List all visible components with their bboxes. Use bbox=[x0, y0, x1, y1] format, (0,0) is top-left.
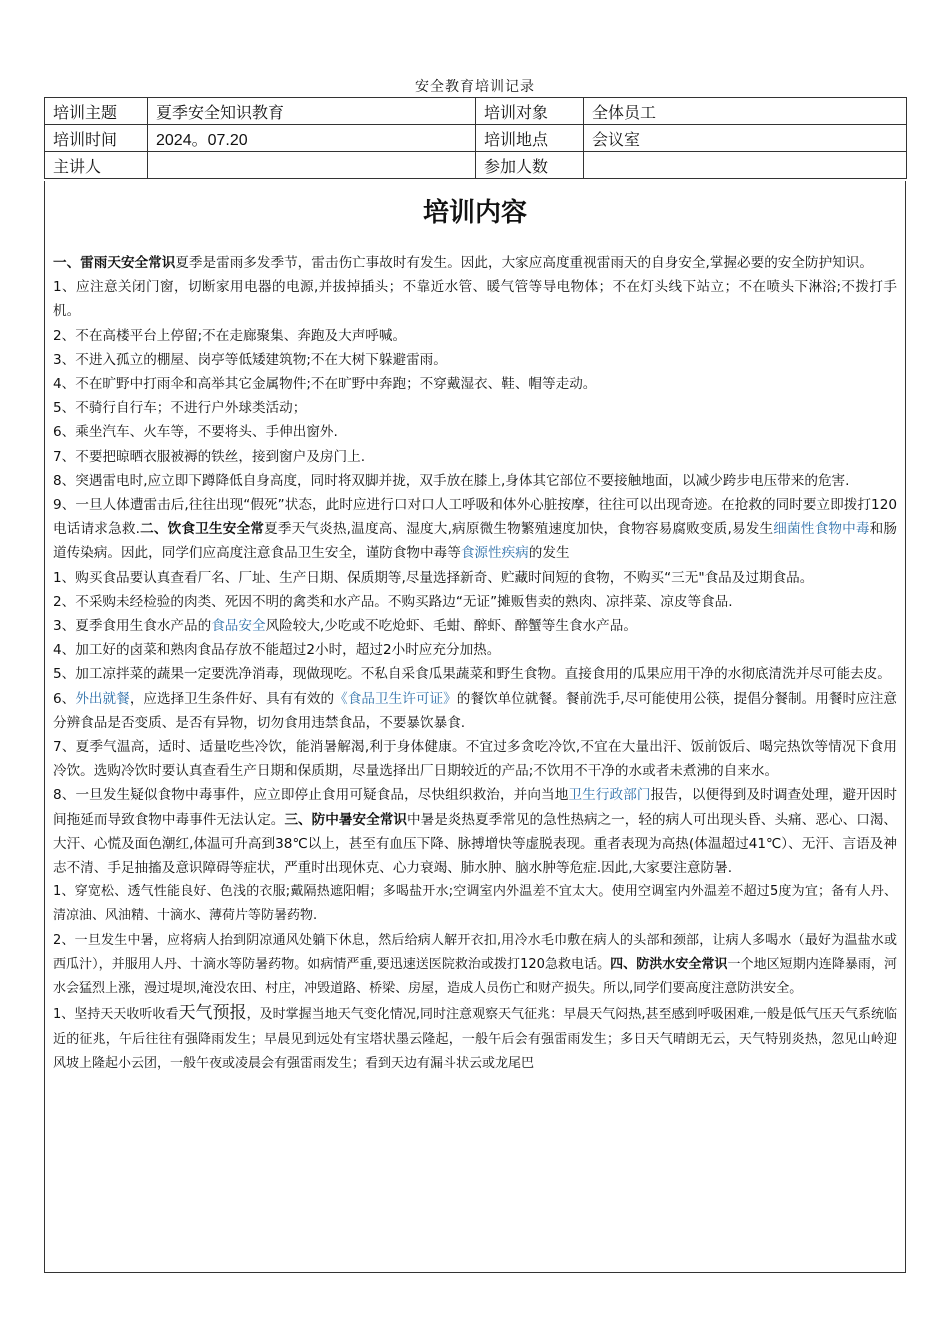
paragraph-text: 夏季天气炎热,温度高、湿度大,病原微生物繁殖速度加快，食物容易腐败变质,易发生 bbox=[264, 521, 774, 538]
paragraph bbox=[53, 251, 897, 275]
time-label: 培训时间 bbox=[45, 125, 148, 152]
paragraph-text: 夏季是雷雨多发季节，雷击伤亡事故时有发生。因此，大家应高度重视雷雨天的自身安全,掌握必要的安全防护知识。 bbox=[175, 255, 873, 271]
paragraph-text: 9、一旦人体遭雷击后,往往出现“假死”状态，此时应进行口对口人工呼吸和体外心脏按摩，往往可以出现奇迹。在抢救的同时要立即拨打120电话请求急救. bbox=[53, 497, 897, 538]
audience-value: 全体员工 bbox=[584, 98, 907, 125]
paragraph: 4、加工好的卤菜和熟肉食品存放不能超过2小时，超过2小时应充分加热。 bbox=[53, 642, 501, 659]
text-link[interactable]: 细菌性食物中毒 bbox=[773, 521, 870, 538]
paragraph: 7、不要把晾晒衣服被褥的铁丝，接到窗户及房门上. bbox=[53, 448, 366, 465]
audience-label: 培训对象 bbox=[476, 98, 584, 125]
document-title: 安全教育培训记录 bbox=[415, 79, 535, 95]
paragraph-text: 的餐饮单位就餐。餐前洗手,尽可能使用公筷，提倡分餐制。用餐时应注意分辨食品是否变质、是否有异物，切勿食用违禁食品，不要暴饮暴食. bbox=[53, 690, 898, 731]
paragraph bbox=[53, 687, 897, 735]
section-heading: 三、防中暑安全常识 bbox=[284, 811, 407, 828]
text-link[interactable]: 外出就餐 bbox=[75, 690, 130, 707]
paragraph-text: 一个地区短期内连降暴雨，河水会猛烈上涨，漫过堤坝,淹没农田、村庄，冲毁道路、桥梁、房屋，造成人员伤亡和财产损失。所以,同学们要高度注意防洪安全。 bbox=[53, 956, 897, 997]
content-section bbox=[44, 181, 906, 1273]
paragraph-text: 1、坚持天天收听收看 bbox=[53, 1007, 179, 1023]
text-link[interactable]: 食品安全 bbox=[211, 618, 266, 635]
section-heading: 四、防洪水安全常识 bbox=[610, 956, 728, 972]
paragraph-text: 和肠道传染病。因此，同学们应高度注意食品卫生安全，谨防食物中毒等 bbox=[53, 521, 898, 562]
paragraph: 6、乘坐汽车、火车等，不要将头、手伸出窗外. bbox=[53, 424, 338, 441]
table-row bbox=[45, 152, 907, 179]
paragraph-text: 3、夏季食用生食水产品的 bbox=[53, 618, 212, 635]
content-body bbox=[53, 251, 897, 1076]
table-row bbox=[45, 125, 907, 152]
paragraph-text: 的发生 bbox=[528, 545, 570, 562]
table-row bbox=[45, 98, 907, 125]
speaker-label: 主讲人 bbox=[45, 152, 148, 179]
paragraph bbox=[53, 614, 897, 638]
paragraph-text: 风险较大,少吃或不吃炝虾、毛蚶、醉虾、醉蟹等生食水产品。 bbox=[265, 618, 637, 635]
text-link[interactable]: 卫生行政部门 bbox=[568, 787, 651, 804]
paragraph bbox=[53, 1001, 897, 1076]
paragraph: 4、不在旷野中打雨伞和高举其它金属物件;不在旷野中奔跑；不穿戴湿衣、鞋、帽等走动。 bbox=[53, 376, 597, 393]
attendees-label: 参加人数 bbox=[476, 152, 584, 179]
paragraph: 5、不骑行自行车；不进行户外球类活动； bbox=[53, 400, 307, 417]
paragraph: 8、突遇雷电时,应立即下蹲降低自身高度，同时将双脚并拢，双手放在膝上,身体其它部位不要接触地面，以减少跨步电压带来的危害. bbox=[53, 472, 850, 489]
paragraph: 3、不进入孤立的棚屋、岗亭等低矮建筑物;不在大树下躲避雷雨。 bbox=[53, 351, 447, 368]
section-heading: 一、雷雨天安全常识 bbox=[53, 255, 176, 271]
place-value: 会议室 bbox=[584, 125, 907, 152]
paragraph-text: ，及时掌握当地天气变化情况,同时注意观察天气征兆：早晨天气闷热,甚至感到呼吸困难,一般是低气压天气系统临近的征兆，午后往往有强降雨发生；早晨见到远处有宝塔状墨云隆起，一般午后会有强雷雨发生；多日天气晴朗无云，天气特别炎热，忽见山岭迎风坡上隆起小云团，一般午夜或凌晨会有强雷雨发生；看到天边有漏斗状云或龙尾巴 bbox=[53, 1007, 898, 1071]
paragraph-text: 6、 bbox=[53, 690, 76, 707]
paragraph-text: 报告，以便得到及时调查处理，避开因时间拖延而导致食物中毒事件无法认定。 bbox=[53, 787, 898, 828]
info-table bbox=[44, 97, 907, 179]
place-label: 培训地点 bbox=[476, 125, 584, 152]
paragraph bbox=[53, 493, 897, 566]
paragraph bbox=[53, 929, 897, 1002]
paragraph-text: 中暑是炎热夏季常见的急性热病之一，轻的病人可出现头昏、头痛、恶心、口渴、大汗、心慌及面色潮红,体温可升高到38℃以上，甚至有血压下降、脉搏增快等虚脱表现。重者表现为高热(体温超过41℃）、无汗、言语及神志不清、手足抽搐及意识障碍等症状，严重时出现休克、心力衰竭、肺水肿、脑水肿等危症.因此,大家要注意防暑. bbox=[53, 811, 898, 877]
section-heading: 二、饮食卫生安全常 bbox=[139, 521, 265, 538]
paragraph: 5、加工凉拌菜的蔬果一定要洗净消毒，现做现吃。不私自采食瓜果蔬菜和野生食物。直接食用的瓜果应用干净的水彻底清洗并尽可能去皮。 bbox=[53, 666, 891, 683]
content-heading: 培训内容 bbox=[422, 198, 527, 228]
paragraph: 7、夏季气温高，适时、适量吃些冷饮，能消暑解渴,利于身体健康。不宜过多贪吃冷饮,不宜在大量出汗、饭前饭后、喝完热饮等情况下食用冷饮。选购冷饮时要认真查看生产日期和保质期，尽量选择出厂日期较近的产品;不饮用不干净的水或者未煮沸的自来水。 bbox=[53, 739, 897, 780]
paragraph: 2、不采购未经检验的肉类、死因不明的禽类和水产品。不购买路边“无证”摊贩售卖的熟肉、凉拌菜、凉皮等食品. bbox=[53, 593, 733, 610]
text-link[interactable]: 《食品卫生许可证》 bbox=[334, 690, 457, 707]
text-link[interactable]: 食源性疾病 bbox=[460, 545, 529, 562]
paragraph: 1、购买食品要认真查看厂名、厂址、生产日期、保质期等,尽量选择新奇、贮藏时间短的食物，不购买“三无"食品及过期食品。 bbox=[53, 569, 814, 586]
speaker-value bbox=[148, 152, 476, 179]
paragraph-text: ，应选择卫生条件好、具有有效的 bbox=[129, 690, 335, 707]
paragraph: 1、应注意关闭门窗，切断家用电器的电源,并拔掉插头；不靠近水管、暖气管等导电物体；不在灯头线下站立；不在喷头下淋浴;不拨打手机。 bbox=[53, 279, 897, 320]
paragraph: 2、不在高楼平台上停留;不在走廊聚集、奔跑及大声呼喊。 bbox=[53, 327, 407, 344]
emphasis-text: 天气预报 bbox=[178, 1003, 247, 1024]
attendees-value bbox=[584, 152, 907, 179]
time-value: 2024。07.20 bbox=[148, 125, 476, 152]
paragraph: 1、穿宽松、透气性能良好、色浅的衣服;戴隔热遮阳帽；多喝盐开水;空调室内外温差不宜太大。使用空调室内外温差不超过5度为宜；备有人丹、清凉油、风油精、十滴水、薄荷片等防暑药物. bbox=[53, 884, 897, 924]
topic-value: 夏季安全知识教育 bbox=[148, 98, 476, 125]
paragraph-text: 2、一旦发生中暑，应将病人抬到阴凉通风处躺下休息，然后给病人解开衣扣,用冷水毛巾敷在病人的头部和颈部，让病人多喝水（最好为温盐水或西瓜汁），并服用人丹、十滴水等防暑药物。如病情严重,要迅速送医院救治或拨打120急救电话。 bbox=[53, 932, 897, 972]
topic-label: 培训主题 bbox=[45, 98, 148, 125]
paragraph bbox=[53, 783, 897, 880]
paragraph-text: 8、一旦发生疑似食物中毒事件，应立即停止食用可疑食品，尽快组织救治，并向当地 bbox=[53, 787, 569, 804]
